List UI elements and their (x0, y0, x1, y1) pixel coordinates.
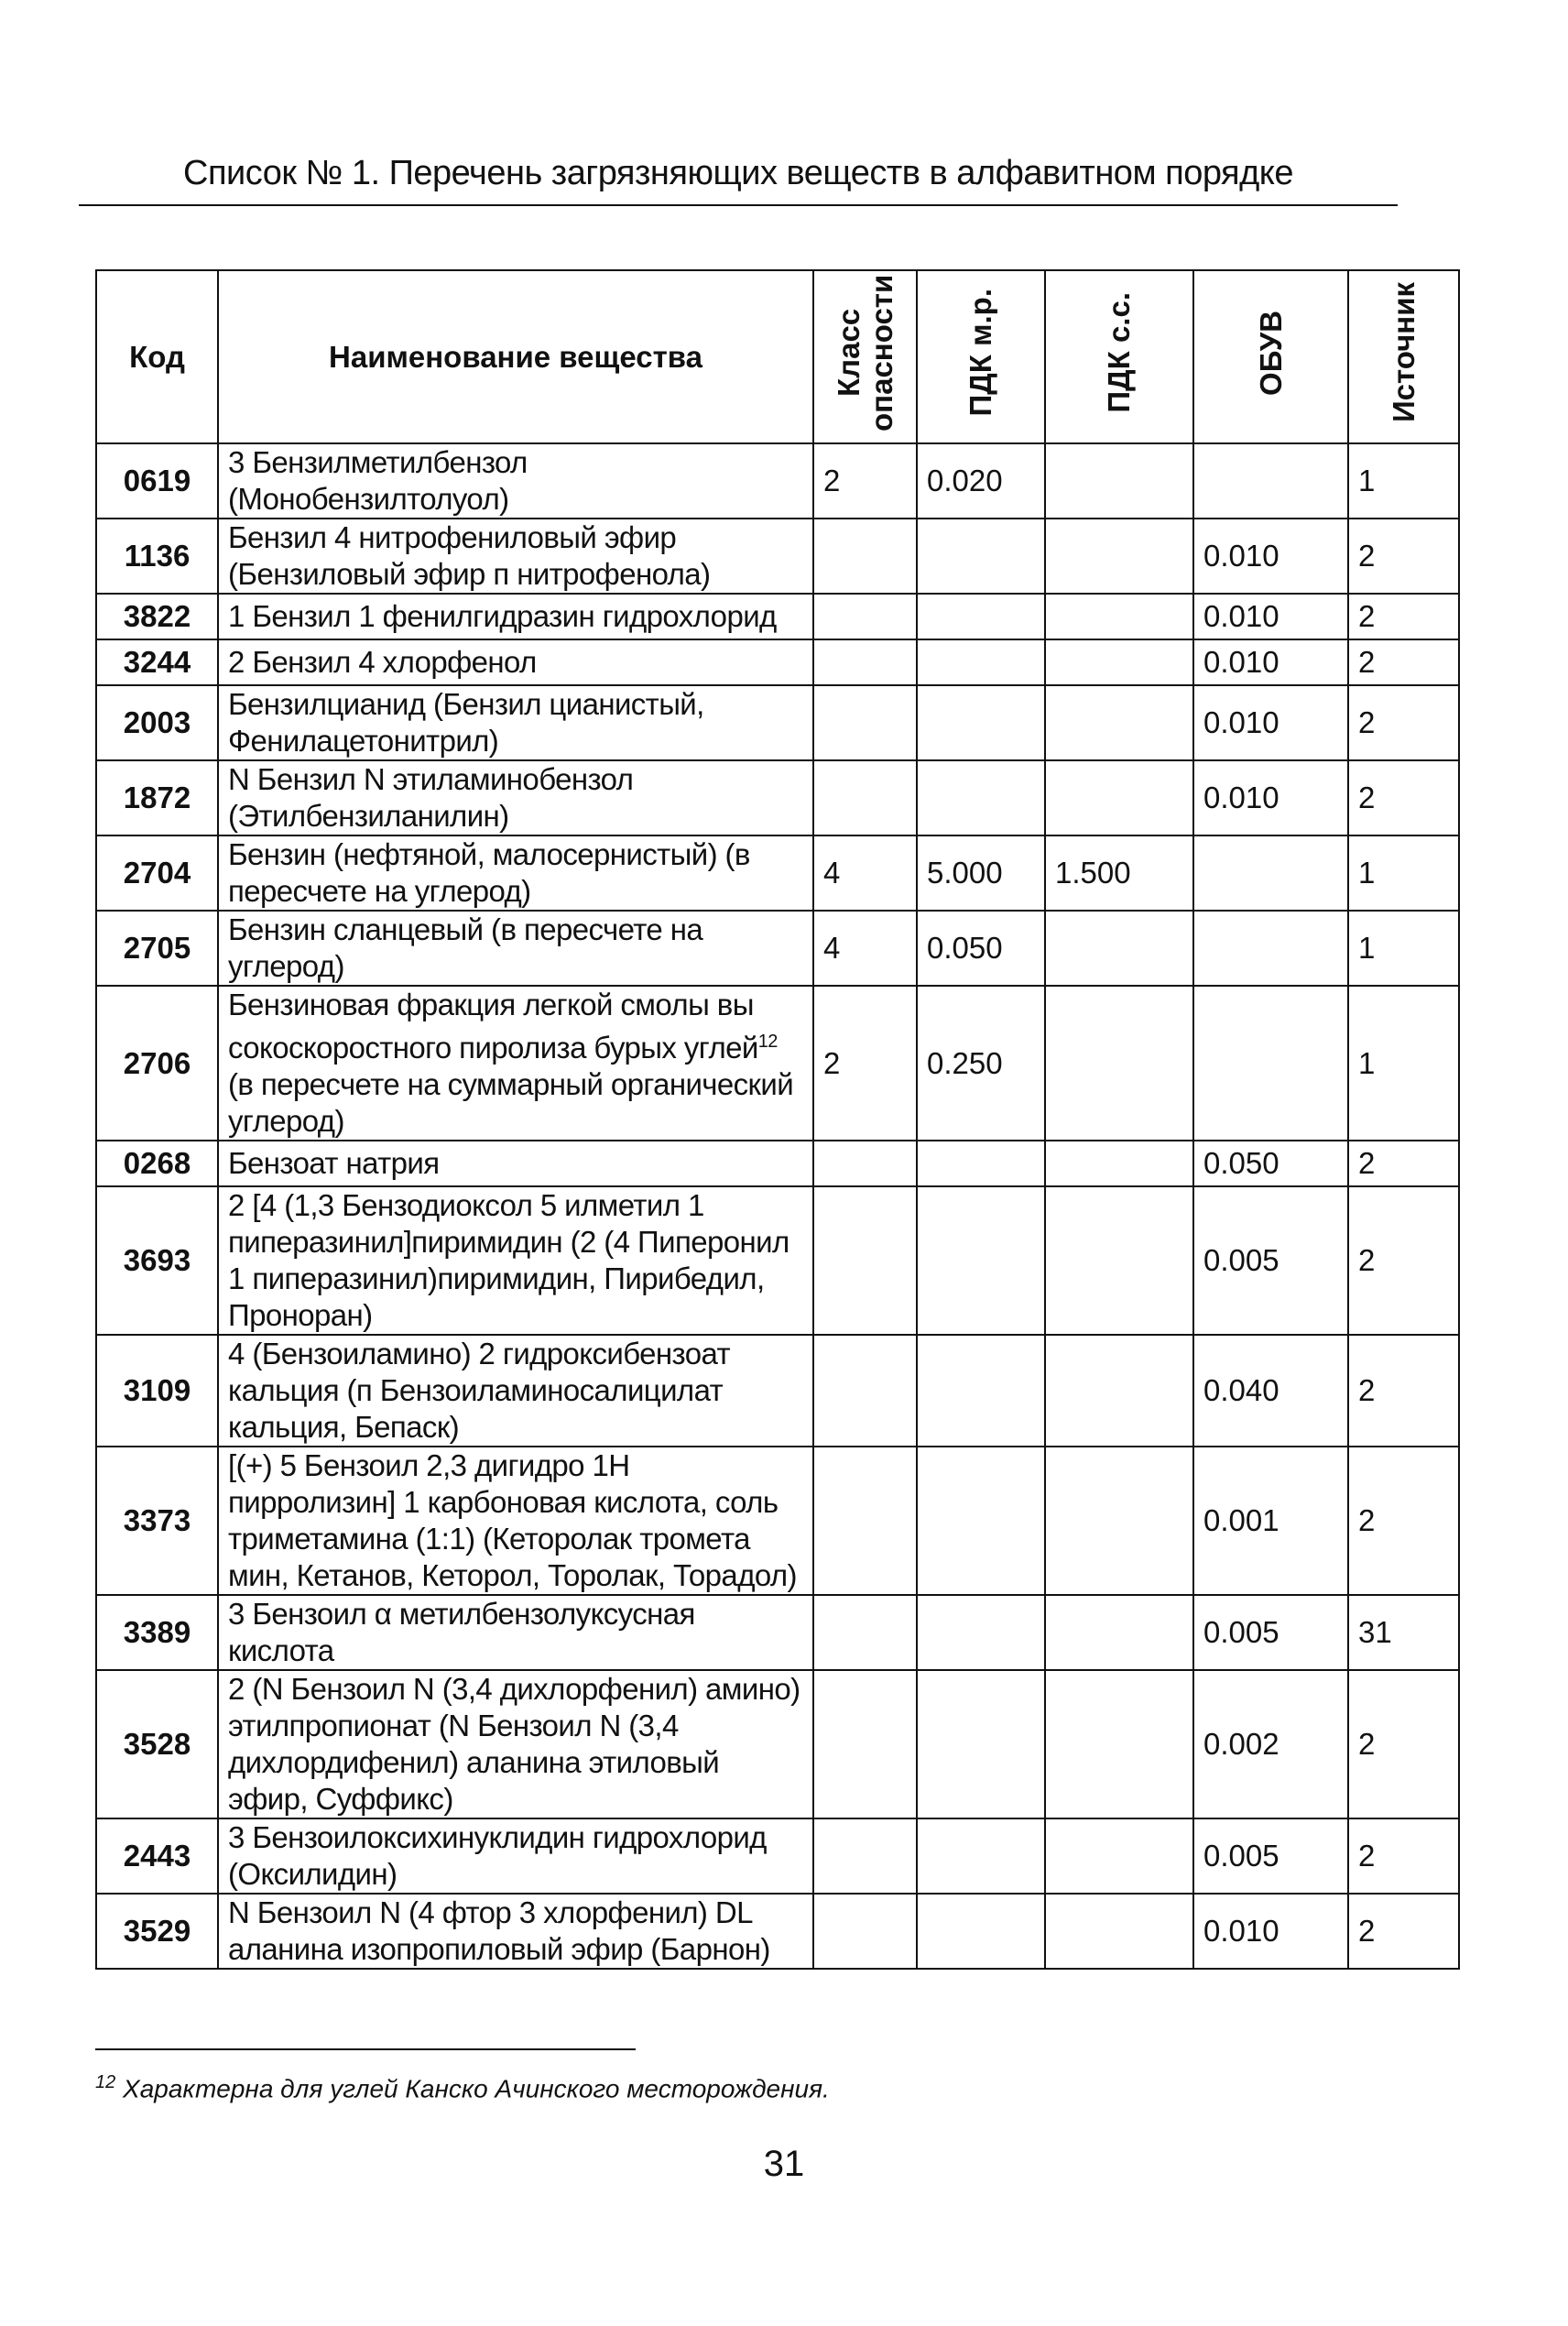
cell-pdk-ss (1045, 986, 1193, 1141)
cell-hazard-class (813, 1595, 917, 1670)
footnote-marker: 12 (95, 2072, 116, 2092)
cell-source: 1 (1348, 986, 1459, 1141)
cell-obuv: 0.001 (1193, 1447, 1348, 1595)
cell-hazard-class: 2 (813, 443, 917, 519)
header-pdk-ss-label: ПДК с.с. (1102, 292, 1136, 413)
cell-name: 3 Бензоилоксихинуклидин гидрохлорид (Оксилидин) (218, 1818, 813, 1894)
cell-name: [(+) 5 Бензоил 2,3 дигидро 1Н пирролизин] 1 карбоновая кислота, соль триметамина (1:1) (Кеторолак тромета мин, Кетанов, Кеторол, Торолак, Торадол) (218, 1447, 813, 1595)
cell-obuv: 0.010 (1193, 1894, 1348, 1969)
cell-name: Бензиновая фракция легкой смолы вы сокоскоростного пиролиза бурых углей$^{12}$ (в пересчете на суммарный органический углерод) (218, 986, 813, 1141)
table-row (96, 1141, 1459, 1186)
cell-source: 2 (1348, 639, 1459, 685)
cell-hazard-class (813, 760, 917, 835)
table-row (96, 639, 1459, 685)
table-row (96, 986, 1459, 1141)
footnote-rule (95, 2048, 636, 2050)
cell-pdk-mr: 0.050 (917, 911, 1045, 986)
cell-obuv: 0.010 (1193, 639, 1348, 685)
cell-name: N Бензил N этиламинобензол (Этилбензиланилин) (218, 760, 813, 835)
cell-pdk-mr (917, 1894, 1045, 1969)
cell-obuv: 0.010 (1193, 519, 1348, 594)
cell-code: 3389 (96, 1595, 218, 1670)
footnote (95, 2072, 830, 2103)
cell-source: 2 (1348, 1447, 1459, 1595)
cell-source: 2 (1348, 760, 1459, 835)
cell-pdk-ss (1045, 1818, 1193, 1894)
cell-pdk-mr: 0.250 (917, 986, 1045, 1141)
table-row (96, 443, 1459, 519)
cell-code: 3822 (96, 594, 218, 639)
table-row (96, 911, 1459, 986)
table-row (96, 519, 1459, 594)
cell-name: Бензин (нефтяной, малосернистый) (в пересчете на углерод) (218, 835, 813, 911)
cell-obuv (1193, 835, 1348, 911)
cell-pdk-ss (1045, 519, 1193, 594)
table-row (96, 835, 1459, 911)
cell-source: 2 (1348, 1894, 1459, 1969)
cell-code: 2443 (96, 1818, 218, 1894)
cell-code: 0619 (96, 443, 218, 519)
cell-pdk-mr (917, 1335, 1045, 1447)
cell-pdk-ss (1045, 594, 1193, 639)
cell-pdk-ss (1045, 443, 1193, 519)
cell-pdk-mr (917, 1447, 1045, 1595)
cell-source: 2 (1348, 1818, 1459, 1894)
cell-source: 1 (1348, 835, 1459, 911)
cell-source: 1 (1348, 911, 1459, 986)
footnote-text: Характерна для углей Канско Ачинского месторождения. (115, 2074, 830, 2103)
cell-source: 2 (1348, 1141, 1459, 1186)
cell-code: 3693 (96, 1186, 218, 1335)
cell-name: 3 Бензоил α метилбензолуксусная кислота (218, 1595, 813, 1670)
cell-hazard-class (813, 1335, 917, 1447)
cell-name: 3 Бензилметилбензол (Монобензилтолуол) (218, 443, 813, 519)
cell-obuv: 0.040 (1193, 1335, 1348, 1447)
cell-name: 2 (N Бензоил N (3,4 дихлорфенил) амино) этилпропионат (N Бензоил N (3,4 дихлордифенил) аланина этиловый эфир, Суффикс) (218, 1670, 813, 1818)
cell-hazard-class: 4 (813, 911, 917, 986)
cell-obuv: 0.050 (1193, 1141, 1348, 1186)
cell-hazard-class (813, 1141, 917, 1186)
cell-pdk-ss (1045, 639, 1193, 685)
cell-pdk-mr (917, 1818, 1045, 1894)
cell-name: 1 Бензил 1 фенилгидразин гидрохлорид (218, 594, 813, 639)
cell-pdk-ss (1045, 1141, 1193, 1186)
cell-code: 3528 (96, 1670, 218, 1818)
cell-pdk-ss (1045, 1595, 1193, 1670)
table-row (96, 685, 1459, 760)
cell-source: 2 (1348, 519, 1459, 594)
cell-name: Бензоат натрия (218, 1141, 813, 1186)
cell-obuv: 0.010 (1193, 594, 1348, 639)
header-source-label: Источник (1386, 282, 1421, 423)
header-pdk-mr (917, 270, 1045, 443)
table-header-row (96, 270, 1459, 443)
cell-pdk-ss (1045, 685, 1193, 760)
cell-hazard-class (813, 594, 917, 639)
substances-table (95, 269, 1460, 1970)
cell-code: 2705 (96, 911, 218, 986)
cell-obuv (1193, 986, 1348, 1141)
cell-pdk-ss (1045, 1335, 1193, 1447)
cell-name: 2 Бензил 4 хлорфенол (218, 639, 813, 685)
cell-name: Бензилцианид (Бензил цианистый, Фенилацетонитрил) (218, 685, 813, 760)
cell-obuv: 0.010 (1193, 760, 1348, 835)
cell-pdk-mr (917, 639, 1045, 685)
cell-hazard-class: 4 (813, 835, 917, 911)
table-row (96, 1894, 1459, 1969)
cell-pdk-mr (917, 1670, 1045, 1818)
cell-pdk-ss (1045, 760, 1193, 835)
cell-hazard-class: 2 (813, 986, 917, 1141)
cell-pdk-mr (917, 1186, 1045, 1335)
cell-name: Бензин сланцевый (в пересчете на углерод) (218, 911, 813, 986)
cell-pdk-mr (917, 594, 1045, 639)
cell-pdk-ss (1045, 1894, 1193, 1969)
cell-source: 2 (1348, 1670, 1459, 1818)
page-number: 31 (763, 2144, 805, 2184)
title-underline (79, 204, 1398, 206)
cell-hazard-class (813, 1670, 917, 1818)
cell-hazard-class (813, 1818, 917, 1894)
cell-source: 31 (1348, 1595, 1459, 1670)
cell-pdk-mr (917, 685, 1045, 760)
cell-hazard-class (813, 519, 917, 594)
cell-pdk-mr (917, 760, 1045, 835)
cell-code: 0268 (96, 1141, 218, 1186)
cell-source: 2 (1348, 594, 1459, 639)
table-row (96, 760, 1459, 835)
cell-name: N Бензоил N (4 фтор 3 хлорфенил) DL аланина изопропиловый эфир (Барнон) (218, 1894, 813, 1969)
table-row (96, 1335, 1459, 1447)
cell-code: 3109 (96, 1335, 218, 1447)
cell-source: 2 (1348, 685, 1459, 760)
header-code: Код (96, 270, 218, 443)
page-title: Список № 1. Перечень загрязняющих веществ в алфавитном порядке (183, 154, 1293, 192)
cell-obuv: 0.005 (1193, 1595, 1348, 1670)
cell-pdk-ss: 1.500 (1045, 835, 1193, 911)
cell-source: 2 (1348, 1335, 1459, 1447)
cell-pdk-ss (1045, 1447, 1193, 1595)
cell-pdk-mr (917, 519, 1045, 594)
cell-hazard-class (813, 639, 917, 685)
cell-obuv: 0.005 (1193, 1186, 1348, 1335)
cell-obuv: 0.005 (1193, 1818, 1348, 1894)
header-source (1348, 270, 1459, 443)
cell-obuv (1193, 911, 1348, 986)
cell-obuv: 0.010 (1193, 685, 1348, 760)
cell-pdk-mr (917, 1141, 1045, 1186)
table-row (96, 1186, 1459, 1335)
cell-code: 1136 (96, 519, 218, 594)
cell-hazard-class (813, 1447, 917, 1595)
cell-obuv (1193, 443, 1348, 519)
cell-obuv: 0.002 (1193, 1670, 1348, 1818)
cell-code: 3244 (96, 639, 218, 685)
cell-code: 3373 (96, 1447, 218, 1595)
table-row (96, 1818, 1459, 1894)
cell-hazard-class (813, 1894, 917, 1969)
cell-pdk-ss (1045, 1186, 1193, 1335)
table-row (96, 1670, 1459, 1818)
cell-pdk-ss (1045, 1670, 1193, 1818)
cell-pdk-mr (917, 1595, 1045, 1670)
header-hazard-class (813, 270, 917, 443)
header-pdk-ss (1045, 270, 1193, 443)
cell-code: 1872 (96, 760, 218, 835)
cell-code: 2706 (96, 986, 218, 1141)
cell-pdk-mr: 0.020 (917, 443, 1045, 519)
cell-code: 2704 (96, 835, 218, 911)
header-obuv (1193, 270, 1348, 443)
cell-code: 2003 (96, 685, 218, 760)
table-row (96, 1447, 1459, 1595)
header-obuv-label: ОБУВ (1253, 310, 1288, 396)
cell-code: 3529 (96, 1894, 218, 1969)
cell-pdk-mr: 5.000 (917, 835, 1045, 911)
header-pdk-mr-label: ПДК м.р. (964, 289, 997, 417)
cell-name: 4 (Бензоиламино) 2 гидроксибензоат кальция (п Бензоиламиносалицилат кальция, Бепаск) (218, 1335, 813, 1447)
cell-pdk-ss (1045, 911, 1193, 986)
header-hazard-class-label: Класс опасности (831, 274, 898, 431)
cell-name: Бензил 4 нитрофениловый эфир (Бензиловый эфир п нитрофенола) (218, 519, 813, 594)
cell-name: 2 [4 (1,3 Бензодиоксол 5 илметил 1 пиперазинил]пиримидин (2 (4 Пиперонил 1 пиперазинил)пиримидин, Пирибедил, Проноран) (218, 1186, 813, 1335)
cell-hazard-class (813, 1186, 917, 1335)
table-row (96, 594, 1459, 639)
cell-hazard-class (813, 685, 917, 760)
header-name: Наименование вещества (218, 270, 813, 443)
cell-source: 1 (1348, 443, 1459, 519)
cell-source: 2 (1348, 1186, 1459, 1335)
table-row (96, 1595, 1459, 1670)
